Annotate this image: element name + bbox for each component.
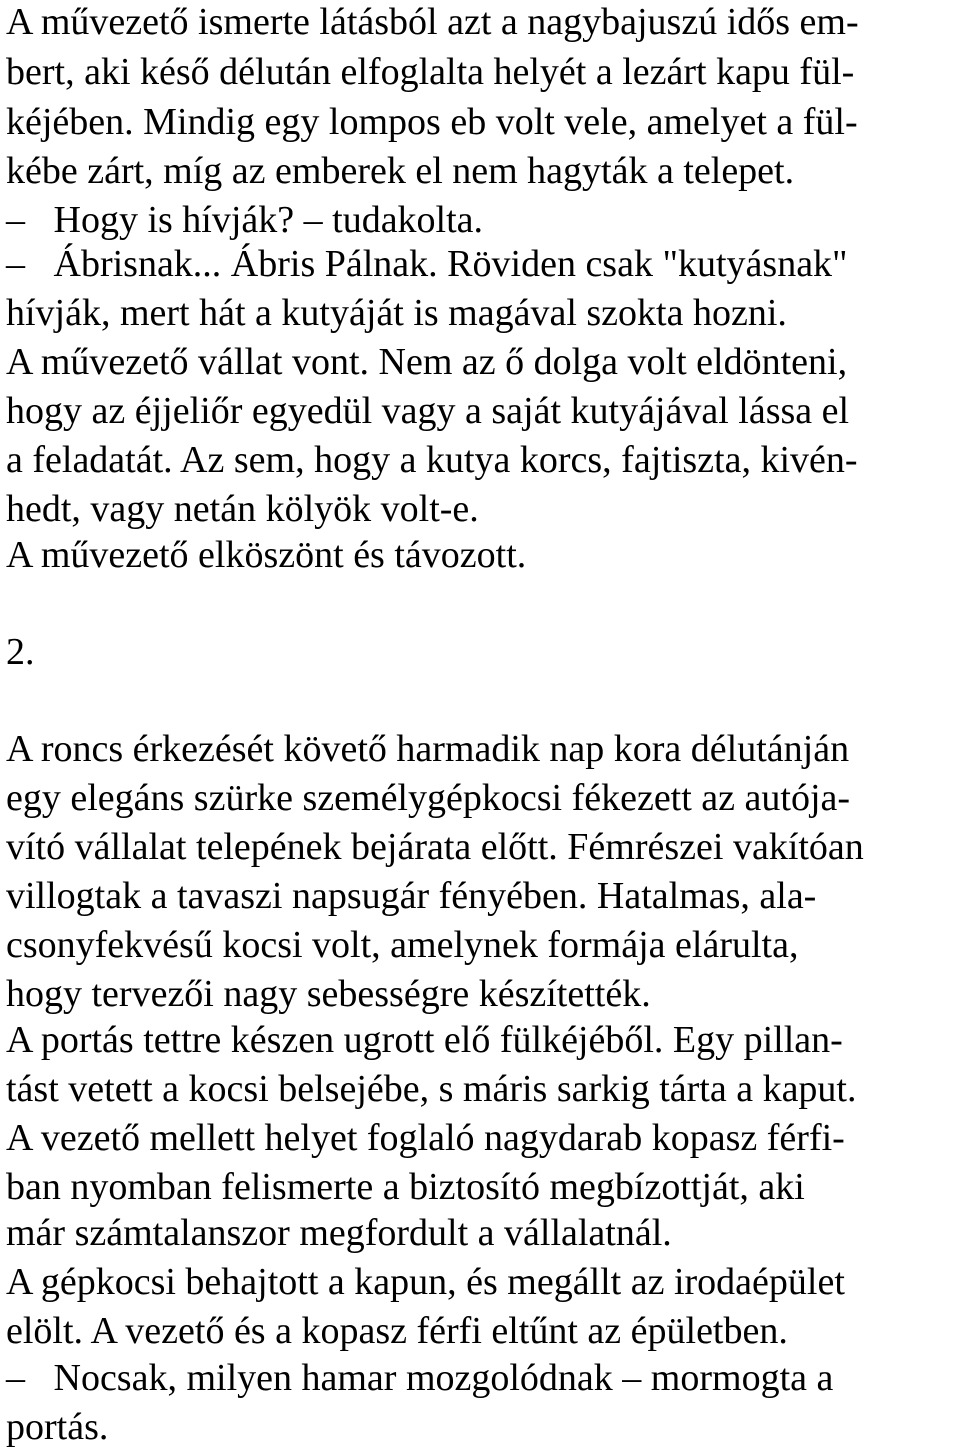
- text-line: A művezető ismerte látásból azt a nagybajuszú idős em-: [6, 1, 859, 43]
- text-line: a feladatát. Az sem, hogy a kutya korcs, fajtiszta, kivén-: [6, 439, 858, 481]
- text-line: portás.: [6, 1406, 109, 1448]
- text-line: – Ábrisnak... Ábris Pálnak. Röviden csak "kutyásnak": [6, 243, 848, 285]
- text-line: egy elegáns szürke személygépkocsi fékezett az autója-: [6, 777, 851, 819]
- text-line: ban nyomban felismerte a biztosító megbízottját, aki: [6, 1166, 805, 1208]
- text-line: hívják, mert hát a kutyáját is magával szokta hozni.: [6, 292, 787, 334]
- text-line: – Nocsak, milyen hamar mozgolódnak – mormogta a: [6, 1357, 834, 1399]
- text-line: A művezető vállat vont. Nem az ő dolga volt eldönteni,: [6, 341, 848, 383]
- text-line: – Hogy is hívják? – tudakolta.: [6, 199, 484, 241]
- text-line: A vezető mellett helyet foglaló nagydarab kopasz férfi-: [6, 1117, 845, 1159]
- text-line: tást vetett a kocsi belsejébe, s máris sarkig tárta a kaput.: [6, 1068, 857, 1110]
- text-line: hedt, vagy netán kölyök volt-e.: [6, 488, 479, 530]
- text-line: elölt. A vezető és a kopasz férfi eltűnt az épületben.: [6, 1310, 788, 1352]
- section-number: 2.: [6, 631, 35, 673]
- text-line: csonyfekvésű kocsi volt, amelynek formája elárulta,: [6, 924, 799, 966]
- text-line: hogy az éjjeliőr egyedül vagy a saját kutyájával lássa el: [6, 390, 850, 432]
- text-line: hogy tervezői nagy sebességre készítették.: [6, 973, 651, 1015]
- text-line: A portás tettre készen ugrott elő fülkéjéből. Egy pillan-: [6, 1019, 843, 1061]
- text-line: A művezető elköszönt és távozott.: [6, 534, 527, 576]
- text-line: kéjében. Mindig egy lompos eb volt vele, amelyet a fül-: [6, 101, 858, 143]
- text-line: A gépkocsi behajtott a kapun, és megállt az irodaépület: [6, 1261, 845, 1303]
- text-line: kébe zárt, míg az emberek el nem hagyták a telepet.: [6, 150, 795, 192]
- text-line: A roncs érkezését követő harmadik nap kora délutánján: [6, 728, 850, 770]
- text-line: villogtak a tavaszi napsugár fényében. Hatalmas, ala-: [6, 875, 817, 917]
- text-line: már számtalanszor megfordult a vállalatnál.: [6, 1212, 672, 1254]
- text-line: vító vállalat telepének bejárata előtt. Fémrészei vakítóan: [6, 826, 864, 868]
- text-line: bert, aki késő délután elfoglalta helyét a lezárt kapu fül-: [6, 51, 855, 93]
